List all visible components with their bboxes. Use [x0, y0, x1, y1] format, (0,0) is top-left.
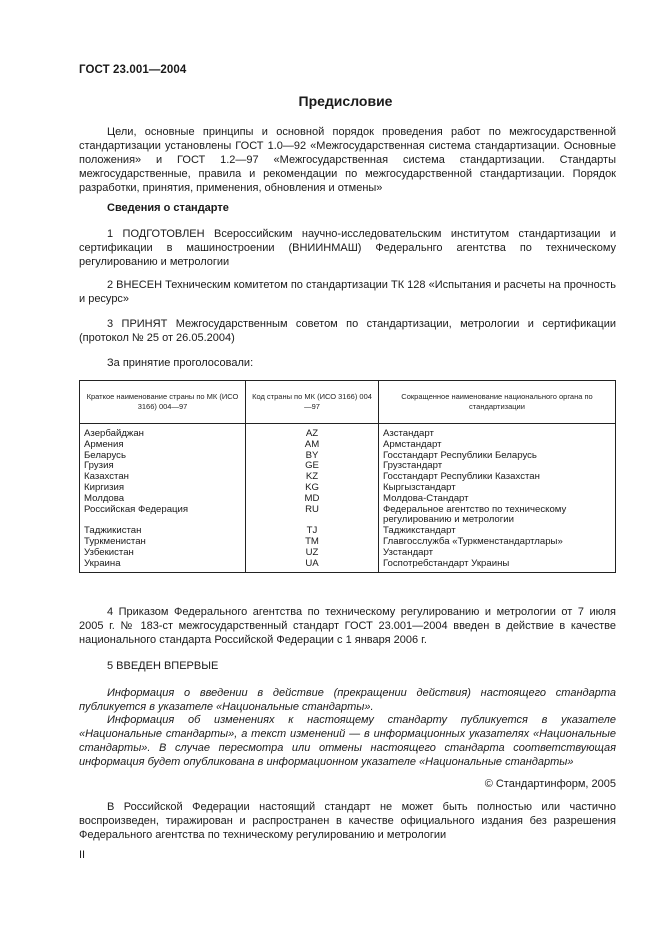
- table-header-row: [80, 381, 616, 424]
- body-cell: Госстандарт Республики Беларусь: [379, 451, 616, 462]
- body-cell: Кыргызстандарт: [379, 483, 616, 494]
- country-cell: Таджикистан: [80, 526, 246, 537]
- table-row: [80, 424, 616, 440]
- body-cell: Госпотребстандарт Украины: [379, 559, 616, 573]
- country-cell: Грузия: [80, 461, 246, 472]
- section-heading: Сведения о стандарте: [107, 202, 229, 214]
- item-4-order: 4 Приказом Федерального агентства по техническому регулированию и метрологии от 7 июля 2005 г. № 183-ст межгосударственный стандарт ГОСТ 23.001—2004 введен в действие в качестве национального стандарта Российской Федерации с 1 января 2006 г.: [79, 606, 616, 646]
- country-cell: Украина: [80, 559, 246, 573]
- item-3-adopted: 3 ПРИНЯТ Межгосударственным советом по стандартизации, метрологии и сертификации (протокол № 25 от 26.05.2004): [79, 318, 616, 344]
- code-cell: BY: [246, 451, 379, 462]
- body-cell: Грузстандарт: [379, 461, 616, 472]
- table-row: [80, 483, 616, 494]
- body-cell: Молдова-Стандарт: [379, 494, 616, 505]
- code-cell: GE: [246, 461, 379, 472]
- item-1-prepared: 1 ПОДГОТОВЛЕН Всероссийским научно-исследовательским институтом стандартизации и сертификации в машиностроении (ВНИИНМАШ) Федеральнго агентства по техническому регулированию и метрологии: [79, 228, 616, 268]
- page-number: II: [79, 849, 86, 861]
- page-title: Предисловие: [298, 93, 393, 109]
- code-cell: AM: [246, 440, 379, 451]
- country-cell: Узбекистан: [80, 548, 246, 559]
- table-row: [80, 537, 616, 548]
- code-cell: KG: [246, 483, 379, 494]
- code-cell: RU: [246, 505, 379, 527]
- country-cell: Казахстан: [80, 472, 246, 483]
- table-row: [80, 472, 616, 483]
- country-cell: Азербайджан: [80, 424, 246, 440]
- copyright-line: © Стандартинформ, 2005: [484, 778, 616, 790]
- body-cell: Главгосслужба «Туркменстандартлары»: [379, 537, 616, 548]
- country-cell: Туркменистан: [80, 537, 246, 548]
- code-cell: MD: [246, 494, 379, 505]
- table-row: [80, 440, 616, 451]
- country-cell: Российская Федерация: [80, 505, 246, 527]
- item-5-introduced: 5 ВВЕДЕН ВПЕРВЫЕ: [107, 660, 219, 672]
- country-cell: Армения: [80, 440, 246, 451]
- body-cell: Госстандарт Республики Казахстан: [379, 472, 616, 483]
- country-cell: Киргизия: [80, 483, 246, 494]
- body-cell: Узстандарт: [379, 548, 616, 559]
- country-cell: Молдова: [80, 494, 246, 505]
- table-row: [80, 451, 616, 462]
- code-cell: TM: [246, 537, 379, 548]
- document-code-header: ГОСТ 23.001—2004: [79, 64, 187, 76]
- info-changes-paragraph: Информация об изменениях к настоящему стандарту публикуется в указателе «Национальные стандарты», а текст изменений — в информационных указателях «Национальные стандарты». В случае пересмотра или отмены настоящего стандарта соответствующая информация будет опубликована в информационном указателе «Национальные стандарты»: [79, 714, 616, 768]
- body-cell: Таджикстандарт: [379, 526, 616, 537]
- code-cell: TJ: [246, 526, 379, 537]
- body-cell: Федеральное агентство по техническому регулированию и метрологии: [379, 505, 616, 527]
- info-publication-paragraph: Информация о введении в действие (прекращении действия) настоящего стандарта публикуется в указателе «Национальные стандарты».: [79, 687, 616, 713]
- voted-label: За принятие проголосовали:: [107, 357, 254, 369]
- rights-notice-paragraph: В Российской Федерации настоящий стандарт не может быть полностью или частично воспроизведен, тиражирован и распространен в качестве официального издания без разрешения Федерального агентства по техническому регулированию и метрологии: [79, 801, 616, 841]
- column-header-body: Сокращенное наименование национального органа по стандартизации: [379, 381, 616, 424]
- code-cell: UZ: [246, 548, 379, 559]
- voting-countries-table: [79, 380, 616, 573]
- country-cell: Беларусь: [80, 451, 246, 462]
- item-2-submitted: 2 ВНЕСЕН Техническим комитетом по стандартизации ТК 128 «Испытания и расчеты на прочность и ресурс»: [79, 279, 616, 305]
- table-row: [80, 559, 616, 573]
- code-cell: KZ: [246, 472, 379, 483]
- body-cell: Азстандарт: [379, 424, 616, 440]
- column-header-code: Код страны по МК (ИСО 3166) 004—97: [246, 381, 379, 424]
- table-row: [80, 548, 616, 559]
- column-header-country: Краткое наименование страны по МК (ИСО 3166) 004—97: [80, 381, 246, 424]
- body-cell: Армстандарт: [379, 440, 616, 451]
- code-cell: AZ: [246, 424, 379, 440]
- code-cell: UA: [246, 559, 379, 573]
- intro-paragraph: Цели, основные принципы и основной порядок проведения работ по межгосударственной стандартизации установлены ГОСТ 1.0—92 «Межгосударственная система стандартизации. Основные положения» и ГОСТ 1.2—97 «Межгосударственная система стандартизации. Стандарты межгосударственные, правила и рекомендации по межгосударственной стандартизации. Порядок разработки, принятия, применения, обновления и отмены»: [79, 126, 616, 194]
- table-row: [80, 505, 616, 527]
- table-row: [80, 494, 616, 505]
